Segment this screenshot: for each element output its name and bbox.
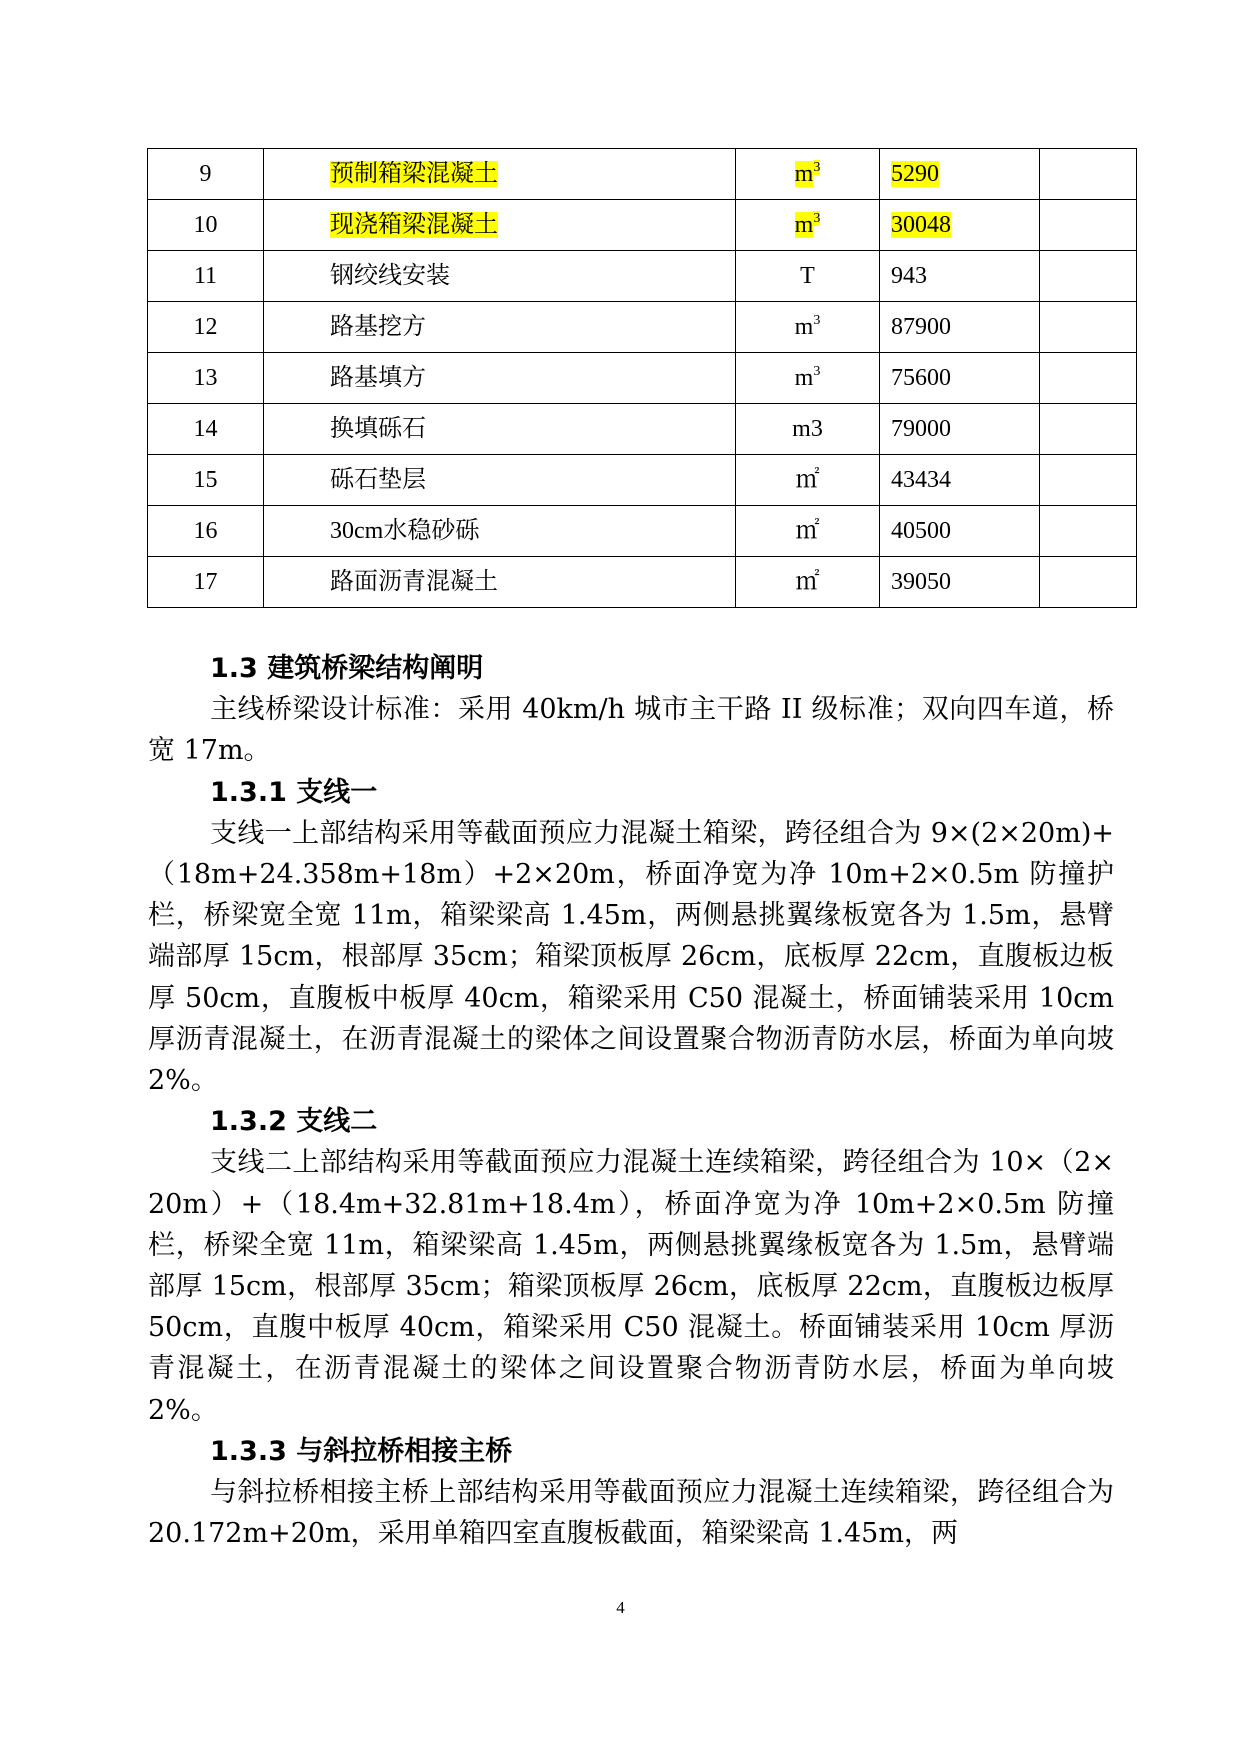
quantity-cell <box>880 404 1040 455</box>
quantity: 79000 <box>891 416 951 442</box>
item-name: 路基填方 <box>330 365 426 391</box>
item-name: 路面沥青混凝土 <box>330 569 498 595</box>
unit: m <box>794 161 814 187</box>
unit: ㎡ <box>795 467 820 493</box>
table-row <box>148 506 1137 557</box>
item-name-cell <box>264 455 736 506</box>
section-paragraph: 与斜拉桥相接主桥上部结构采用等截面预应力混凝土连续箱梁，跨径组合为 20.172m+20m，采用单箱四室直腹板截面，箱梁梁高 1.45m，两 <box>148 1477 1114 1550</box>
quantity: 39050 <box>891 569 951 595</box>
unit: m <box>794 212 814 238</box>
row-number: 11 <box>193 263 218 289</box>
quantity-cell <box>880 149 1040 200</box>
unit-cell <box>736 149 880 200</box>
unit-cell <box>736 404 880 455</box>
quantity: 87900 <box>891 314 951 340</box>
unit: m <box>794 314 814 340</box>
note-cell <box>1040 353 1137 404</box>
section-heading: 1.3.1 支线一 <box>210 776 378 808</box>
item-name: 砾石垫层 <box>330 467 426 493</box>
quantity-cell <box>880 506 1040 557</box>
row-number-cell <box>148 302 264 353</box>
item-name: 钢绞线安装 <box>330 263 450 289</box>
row-number-cell <box>148 404 264 455</box>
unit: T <box>800 263 815 289</box>
row-number: 17 <box>193 569 218 595</box>
table-row <box>148 149 1137 200</box>
section-heading: 1.3.3 与斜拉桥相接主桥 <box>210 1435 513 1467</box>
table-row <box>148 251 1137 302</box>
unit-superscript: 3 <box>813 160 821 175</box>
item-name: 现浇箱梁混凝土 <box>330 212 498 238</box>
page-number: 4 <box>616 1598 625 1617</box>
row-number: 10 <box>193 212 218 238</box>
unit: m <box>794 365 814 391</box>
row-number: 12 <box>193 314 218 340</box>
unit-superscript: 3 <box>813 364 821 379</box>
note-cell <box>1040 506 1137 557</box>
table-row <box>148 557 1137 608</box>
item-name-cell <box>264 200 736 251</box>
unit-cell <box>736 506 880 557</box>
quantity-cell <box>880 557 1040 608</box>
row-number: 13 <box>193 365 218 391</box>
row-number: 16 <box>193 518 218 544</box>
row-number: 14 <box>193 416 218 442</box>
note-cell <box>1040 251 1137 302</box>
item-name: 换填砾石 <box>330 416 426 442</box>
table-row <box>148 302 1137 353</box>
unit: ㎡ <box>795 569 820 595</box>
quantity-table-body <box>148 149 1137 608</box>
note-cell <box>1040 455 1137 506</box>
unit-cell <box>736 353 880 404</box>
section-paragraph: 主线桥梁设计标准：采用 40km/h 城市主干路 II 级标准；双向四车道，桥宽 17m。 <box>148 694 1114 767</box>
item-name-cell <box>264 251 736 302</box>
quantity: 943 <box>891 263 927 289</box>
note-cell <box>1040 149 1137 200</box>
section-heading: 1.3 建筑桥梁结构阐明 <box>210 653 484 684</box>
section-paragraph: 支线二上部结构采用等截面预应力混凝土连续箱梁，跨径组合为 10×（2×20m）+（18.4m+32.81m+18.4m），桥面净宽为净 10m+2×0.5m 防撞栏，桥梁全宽 11m，箱梁梁高 1.45m，两侧悬挑翼缘板宽各为 1.5m，悬臂端部厚 15cm，根部厚 35cm；箱梁顶板厚 26cm，底板厚 22cm，直腹板边板厚 50cm，直腹中板厚 40cm，箱梁采用 C50 混凝土。桥面铺装采用 10cm 厚沥青混凝土，在沥青混凝土的梁体之间设置聚合物沥青防水层，桥面为单向坡 2%。 <box>148 1147 1114 1426</box>
row-number: 15 <box>193 467 218 493</box>
item-name-cell <box>264 557 736 608</box>
row-number: 9 <box>199 161 212 187</box>
quantity: 43434 <box>891 467 951 493</box>
note-cell <box>1040 200 1137 251</box>
item-name: 30cm水稳砂砾 <box>330 518 480 544</box>
row-number-cell <box>148 251 264 302</box>
unit-cell <box>736 557 880 608</box>
section-heading: 1.3.2 支线二 <box>210 1106 378 1138</box>
quantity-cell <box>880 302 1040 353</box>
body-text <box>148 648 1114 1554</box>
unit-superscript: 3 <box>813 313 821 328</box>
unit: ㎡ <box>795 518 820 544</box>
item-name: 路基挖方 <box>330 314 426 340</box>
row-number-cell <box>148 506 264 557</box>
table-row <box>148 353 1137 404</box>
item-name-cell <box>264 353 736 404</box>
item-name-cell <box>264 506 736 557</box>
row-number-cell <box>148 455 264 506</box>
quantity: 5290 <box>891 161 939 187</box>
item-name-cell <box>264 302 736 353</box>
quantity: 30048 <box>891 212 951 238</box>
item-name-cell <box>264 404 736 455</box>
unit-cell <box>736 251 880 302</box>
quantity-table <box>147 148 1137 608</box>
unit-cell <box>736 455 880 506</box>
item-name-cell <box>264 149 736 200</box>
table-row <box>148 455 1137 506</box>
quantity: 40500 <box>891 518 951 544</box>
note-cell <box>1040 557 1137 608</box>
unit-cell <box>736 200 880 251</box>
quantity-cell <box>880 200 1040 251</box>
row-number-cell <box>148 200 264 251</box>
note-cell <box>1040 404 1137 455</box>
item-name: 预制箱梁混凝土 <box>330 161 498 187</box>
section-paragraph: 支线一上部结构采用等截面预应力混凝土箱梁，跨径组合为 9×(2×20m)+（18m+24.358m+18m）+2×20m，桥面净宽为净 10m+2×0.5m 防撞护栏，桥梁宽全宽 11m，箱梁梁高 1.45m，两侧悬挑翼缘板宽各为 1.5m，悬臂端部厚 15cm，根部厚 35cm；箱梁顶板厚 26cm，底板厚 22cm，直腹板边板厚 50cm，直腹板中板厚 40cm，箱梁采用 C50 混凝土，桥面铺装采用 10cm 厚沥青混凝土，在沥青混凝土的梁体之间设置聚合物沥青防水层，桥面为单向坡 2%。 <box>148 817 1114 1097</box>
quantity-cell <box>880 353 1040 404</box>
quantity: 75600 <box>891 365 951 391</box>
unit-superscript: 3 <box>813 211 821 226</box>
row-number-cell <box>148 353 264 404</box>
unit: m3 <box>792 416 823 442</box>
table-row <box>148 404 1137 455</box>
quantity-cell <box>880 251 1040 302</box>
table-row <box>148 200 1137 251</box>
unit-cell <box>736 302 880 353</box>
quantity-cell <box>880 455 1040 506</box>
row-number-cell <box>148 557 264 608</box>
note-cell <box>1040 302 1137 353</box>
row-number-cell <box>148 149 264 200</box>
